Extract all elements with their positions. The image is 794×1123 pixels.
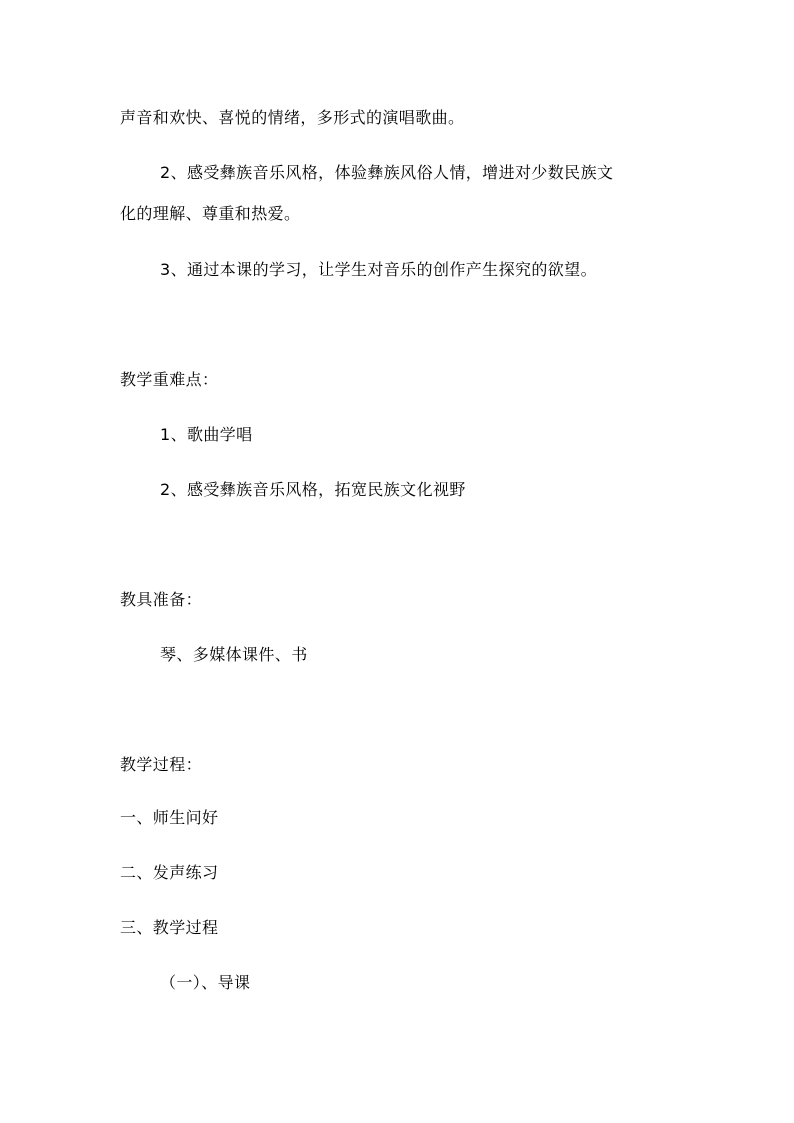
teaching-tools-list: 琴、多媒体课件、书 <box>160 645 308 664</box>
process-step-1: 一、师生问好 <box>120 808 219 827</box>
heading-key-points: 教学重难点： <box>120 370 219 389</box>
heading-teaching-tools: 教具准备： <box>120 590 203 609</box>
process-step-3: 三、教学过程 <box>120 918 219 937</box>
paragraph-goal2: 2、感受彝族音乐风格，体验彝族风俗人情，增进对少数民族文 <box>160 163 614 182</box>
process-substep-1: （一）、导课 <box>160 973 251 992</box>
paragraph-goal1-continued: 声音和欢快、喜悦的情绪，多形式的演唱歌曲。 <box>120 108 465 127</box>
heading-teaching-process: 教学过程： <box>120 755 203 774</box>
paragraph-goal3: 3、通过本课的学习，让学生对音乐的创作产生探究的欲望。 <box>160 260 597 279</box>
process-step-2: 二、发声练习 <box>120 863 219 882</box>
key-point-1: 1、歌曲学唱 <box>160 425 253 444</box>
key-point-2: 2、感受彝族音乐风格，拓宽民族文化视野 <box>160 480 466 499</box>
paragraph-goal2-continued: 化的理解、尊重和热爱。 <box>120 204 301 223</box>
